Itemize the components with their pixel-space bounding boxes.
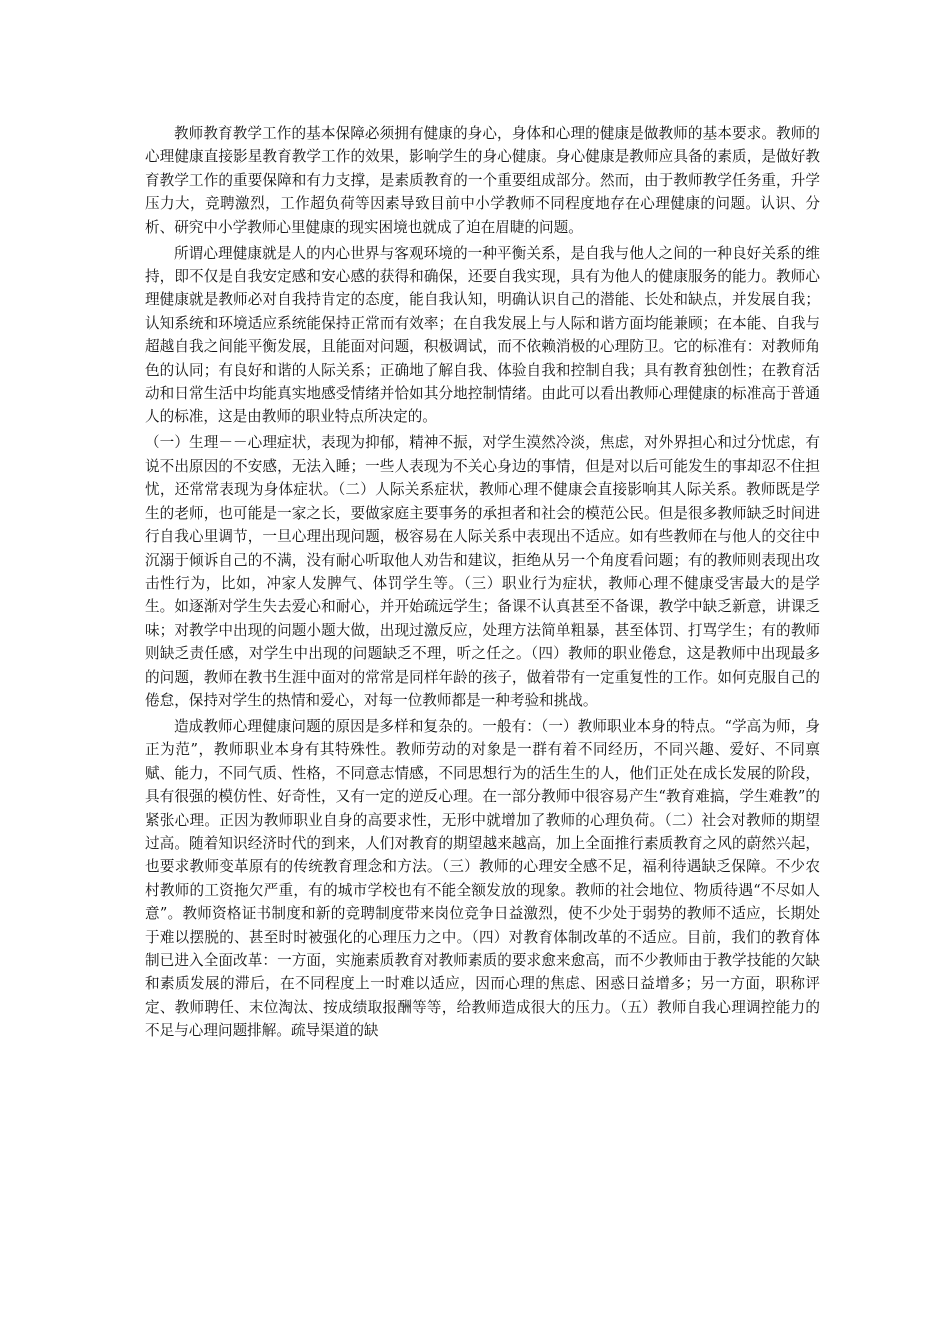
paragraph-causes: 造成教师心理健康问题的原因是多样和复杂的。一般有：（一）教师职业本身的特点。“学高为师，身正为范”，教师职业本身有其特殊性。教师劳动的对象是一群有着不同经历，不同兴趣、爱好、不同禀赋、能力，不同气质、性格，不同意志情感，不同思想行为的活生生的人，他们正处在成长发展的阶段，具有很强的模仿性、好奇性，又有一定的逆反心理。在一部分教师中很容易产生“教育难搞，学生难教”的紧张心理。正因为教师职业自身的高要求性，无形中就增加了教师的心理负荷。（二）社会对教师的期望过高。随着知识经济时代的到来，人们对教育的期望越来越高，加上全面推行素质教育之风的蔚然兴起，也要求教师变革原有的传统教育理念和方法。（三）教师的心理安全感不足，福利待遇缺乏保障。不少农村教师的工资拖欠严重，有的城市学校也有不能全额发放的现象。教师的社会地位、物质待遇“不尽如人意”。教师资格证书制度和新的竞聘制度带来岗位竞争日益激烈，使不少处于弱势的教师不适应，长期处于难以摆脱的、甚至时时被强化的心理压力之中。（四）对教育体制改革的不适应。目前，我们的教育体制已进入全面改革：一方面，实施素质教育对教师素质的要求愈来愈高，而不少教师由于教学技能的欠缺和素质发展的滞后，在不同程度上一时难以适应，因而心理的焦虑、困惑日益增多；另一方面，职称评定、教师聘任、末位淘汰、按成绩取报酬等等，给教师造成很大的压力。（五）教师自我心理调控能力的不足与心理问题排解。疏导渠道的缺 (145, 717, 820, 1040)
paragraph-symptoms: （一）生理－－心理症状，表现为抑郁，精神不振，对学生漠然冷淡，焦虑，对外界担心和过分忧虑，有说不出原因的不安感，无法入睡；一些人表现为不关心身边的事情，但是对以后可能发生的事却忍不住担忧，还常常表现为身体症状。（二）人际关系症状，教师心理不健康会直接影响其人际关系。教师既是学生的老师，也可能是一家之长，要做家庭主要事务的承担者和社会的模范公民。但是很多教师缺乏时间进行自我心里调节，一旦心理出现问题，极容易在人际关系中表现出不适应。如有些教师在与他人的交往中沉溺于倾诉自己的不满，没有耐心听取他人劝告和建议，拒绝从另一个角度看问题；有的教师则表现出攻击性行为，比如，冲家人发脾气、体罚学生等。（三）职业行为症状，教师心理不健康受害最大的是学生。如逐渐对学生失去爱心和耐心，并开始疏远学生；备课不认真甚至不备课，教学中缺乏新意，讲课乏味；对教学中出现的问题小题大做，出现过激反应，处理方法简单粗暴，甚至体罚、打骂学生；有的教师则缺乏责任感，对学生中出现的问题缺乏不理，听之任之。（四）教师的职业倦怠，这是教师中出现最多的问题，教师在教书生涯中面对的常常是同样年龄的孩子，做着带有一定重复性的工作。如何克服自己的倦怠，保持对学生的热情和爱心，对每一位教师都是一种考验和挑战。 (145, 434, 820, 709)
document-body (145, 122, 820, 1045)
paragraph-intro: 教师教育教学工作的基本保障必须拥有健康的身心，身体和心理的健康是做教师的基本要求。教师的心理健康直接影星教育教学工作的效果，影响学生的身心健康。身心健康是教师应具备的素质，是做好教育教学工作的重要保障和有力支撑，是素质教育的一个重要组成部分。然而，由于教师教学任务重，升学压力大，竞聘激烈，工作超负荷等因素导致目前中小学教师不同程度地存在心理健康的问题。认识、分析、研究中小学教师心里健康的现实困境也就成了迫在眉睫的问题。 (145, 125, 820, 236)
paragraph-definition: 所谓心理健康就是人的内心世界与客观环境的一种平衡关系，是自我与他人之间的一种良好关系的维持，即不仅是自我安定感和安心感的获得和确保，还要自我实现，具有为他人的健康服务的能力。教师心理健康就是教师必对自我持肯定的态度，能自我认知，明确认识自己的潜能、长处和缺点，并发展自我；认知系统和环境适应系统能保持正常而有效率；在自我发展上与人际和谐方面均能兼顾；在本能、自我与超越自我之间能平衡发展，且能面对问题，积极调试，而不依赖消极的心理防卫。它的标准有：对教师角色的认同；有良好和谐的人际关系；正确地了解自我、体验自我和控制自我；具有教育独创性；在教育活动和日常生活中均能真实地感受情绪并恰如其分地控制情绪。由此可以看出教师心理健康的标准高于普通人的标准，这是由教师的职业特点所决定的。 (145, 244, 820, 426)
